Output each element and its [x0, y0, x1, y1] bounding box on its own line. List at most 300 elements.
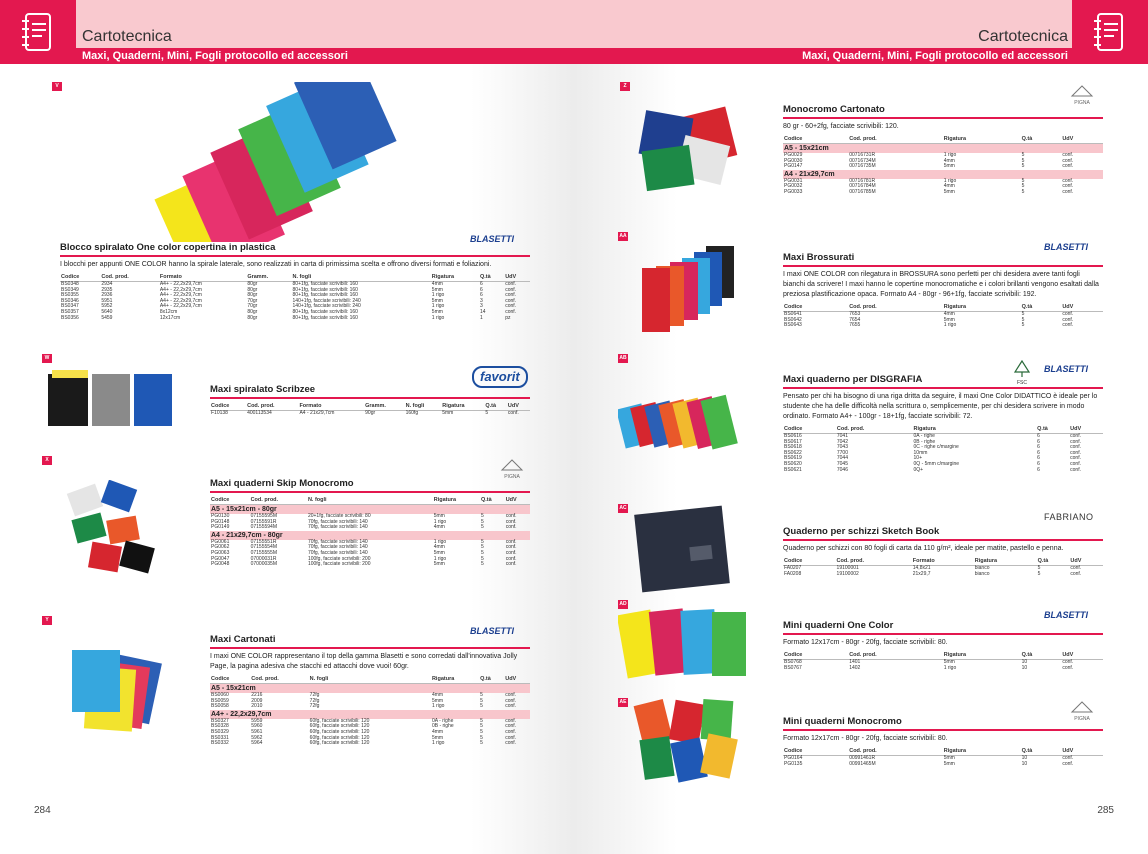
- table-cell: BS0641: [784, 311, 802, 317]
- product-mini-mono: [783, 716, 1103, 767]
- column-header: Q.tà: [479, 273, 504, 282]
- product-badge: Y: [42, 616, 52, 625]
- table-cell: conf.: [505, 308, 517, 315]
- table-cell: PG0135: [784, 760, 803, 767]
- column-header: UdV: [1061, 747, 1103, 756]
- table-cell: 5mm: [442, 410, 454, 416]
- table-cell: 72fg: [309, 703, 320, 710]
- column-header: Rigatura: [943, 651, 1021, 660]
- table-cell: 1 rigo: [431, 303, 445, 310]
- table-cell: BS0348: [61, 281, 79, 287]
- table-cell: conf.: [505, 740, 517, 747]
- table-cell: 07155594M: [250, 524, 277, 531]
- table-cell: 1 rigo: [431, 292, 445, 299]
- table-cell: conf.: [505, 513, 517, 519]
- table-cell: 5961: [251, 728, 263, 735]
- table-cell: 70fg, facciate scrivibili: 140: [307, 538, 368, 545]
- table-cell: 5: [480, 513, 484, 519]
- table-cell: 80gr: [247, 308, 258, 315]
- column-header: Q.tà: [1037, 557, 1070, 566]
- product-brossurati: [783, 252, 1103, 329]
- table-cell: 3: [480, 297, 483, 304]
- column-header: UdV: [1061, 651, 1103, 660]
- table-cell: 70gr: [247, 303, 258, 310]
- table-cell: 5: [480, 728, 483, 735]
- table-cell: conf.: [1062, 177, 1074, 184]
- column-header: Cod. prod.: [848, 747, 943, 756]
- table-row: [210, 562, 530, 568]
- table-cell: 5mm: [431, 286, 443, 293]
- column-header: Codice: [783, 557, 836, 566]
- table-cell: 21x29,7: [912, 570, 931, 577]
- product-title: Quaderno per schizzi Sketch Book: [783, 526, 1103, 541]
- table-cell: 5: [480, 518, 484, 525]
- table-cell: PG0164: [784, 755, 803, 761]
- product-description: Formato 12x17cm - 80gr - 20fg, facciate scrivibili: 80.: [783, 735, 948, 742]
- table-cell: 1 rigo: [433, 555, 447, 562]
- table-cell: BS0346: [61, 297, 79, 304]
- table-cell: 80+1fg, facciate scrivibili: 160: [292, 314, 358, 321]
- product-table: [783, 425, 1103, 473]
- header-title: Cartotecnica: [978, 28, 1068, 45]
- column-header: UdV: [1061, 303, 1103, 312]
- table-cell: 5: [485, 410, 489, 416]
- table-cell: conf.: [505, 544, 517, 551]
- brossurati-image: [632, 244, 742, 336]
- table-cell: 4mm: [431, 728, 444, 735]
- table-cell: 5964: [251, 740, 263, 747]
- table-cell: 5: [480, 544, 484, 551]
- table-cell: BS0767: [784, 664, 802, 671]
- table-cell: 07155591R: [250, 518, 277, 525]
- table-cell: conf.: [1062, 316, 1074, 323]
- table-cell: 6: [1037, 449, 1040, 456]
- notebook-icon: [1092, 12, 1128, 52]
- table-cell: 12x17cm: [159, 314, 181, 321]
- product-title: Blocco spiralato One color copertina in plastica: [60, 242, 530, 257]
- table-cell: 5: [1021, 322, 1025, 329]
- table-cell: 8x12cm: [159, 308, 178, 315]
- table-cell: 72fg: [309, 692, 320, 698]
- table-cell: 07155554M: [250, 544, 277, 551]
- table-cell: conf.: [1070, 570, 1082, 577]
- table-cell: FA0207: [784, 565, 802, 571]
- table-cell: A4 - 21x29,7cm: [299, 410, 335, 416]
- table-cell: 7044: [836, 455, 848, 462]
- table-cell: 6: [480, 281, 483, 287]
- column-header: Cod. prod.: [836, 425, 913, 434]
- table-cell: 5960: [251, 723, 263, 730]
- table-cell: BS0618: [784, 444, 802, 451]
- table-cell: 1401: [849, 659, 861, 665]
- table-cell: BS0331: [211, 734, 229, 741]
- table-cell: 7700: [836, 449, 848, 456]
- table-cell: conf.: [505, 717, 517, 724]
- table-cell: 6: [1037, 438, 1040, 445]
- product-badge: AA: [619, 233, 627, 239]
- column-header: Rigatura: [943, 747, 1021, 756]
- product-description: I maxi ONE COLOR rappresentano il top della gamma Blasetti e sono corredati dall'innovativa Jolly Page, la pagina adesiva che stacchi ed attacchi dove vuoi! 60gr.: [210, 653, 518, 670]
- column-header: Codice: [783, 303, 848, 312]
- table-cell: 4mm: [943, 311, 955, 317]
- table-cell: 80+1fg, facciate scrivibili: 160: [292, 292, 358, 299]
- table-cell: bianco: [974, 565, 990, 571]
- table-cell: BS0356: [61, 314, 79, 321]
- table-cell: 1402: [849, 664, 861, 671]
- blasetti-logo: BLASETTI: [470, 234, 514, 244]
- table-cell: 6: [480, 292, 483, 299]
- column-header: Cod. prod.: [836, 557, 912, 566]
- table-cell: 5mm: [433, 561, 445, 568]
- right-page: [574, 0, 1148, 854]
- table-cell: 140+1fg, facciate scrivibili: 240: [292, 303, 361, 310]
- table-cell: 00716731R: [849, 152, 876, 158]
- table-cell: 1 rigo: [433, 518, 447, 525]
- table-cell: 4mm: [943, 183, 955, 190]
- table-cell: 1 rigo: [943, 322, 957, 329]
- product-description: Pensato per chi ha bisogno di una riga dritta da seguire, il maxi One Color DIDATTICO è ideale per lo studente che ha delle difficoltà nella scrittura o, semplicemente, per chi desidera scrivere in modo ordinato. Formato A4+ - 100gr - 18+1fg, facciate scrivibili: 72.: [783, 393, 1098, 420]
- table-cell: 2935: [101, 286, 113, 293]
- table-cell: 80gr: [247, 286, 258, 293]
- table-cell: BS0622: [784, 449, 802, 456]
- section-row: [783, 144, 1103, 154]
- table-cell: 5959: [251, 717, 263, 724]
- product-description: I maxi ONE COLOR con rilegatura in BROSSURA sono perfetti per chi desidera avere tanti fogli bianchi da scrivere! I maxi hanno le copertine monocromatiche e i colori brillanti vengono esaltati dalla preziosa plastificazione opaca. Formato A4 - 80gr - 96+1fg, facciate scrivibili: 192.: [783, 271, 1099, 298]
- table-cell: 5: [1021, 163, 1025, 170]
- table-cell: 4mm: [431, 692, 444, 698]
- table-header-row: [783, 425, 1103, 434]
- table-cell: FA0208: [784, 570, 802, 577]
- column-header: Rigatura: [913, 425, 1037, 434]
- column-header: N. fogli: [405, 402, 442, 411]
- table-cell: 10: [1021, 659, 1028, 665]
- column-header: Codice: [783, 747, 848, 756]
- blasetti-logo: BLASETTI: [470, 626, 514, 636]
- column-header: Rigatura: [431, 675, 479, 684]
- table-cell: conf.: [505, 297, 517, 304]
- table-cell: PG0063: [211, 549, 230, 556]
- table-cell: conf.: [505, 538, 517, 545]
- table-cell: 5mm: [943, 316, 955, 323]
- table-cell: PG0148: [211, 518, 230, 525]
- table-cell: 5: [1021, 152, 1025, 158]
- column-header: Rigatura: [441, 402, 484, 411]
- table-cell: A4+ - 22,2x29,7cm: [159, 303, 202, 310]
- header-subtitle: Maxi, Quaderni, Mini, Fogli protocollo ed accessori: [82, 50, 348, 62]
- column-header: UdV: [1069, 557, 1103, 566]
- table-cell: PG0061: [211, 538, 230, 545]
- table-cell: conf.: [505, 692, 517, 698]
- product-badge: W: [42, 354, 52, 363]
- product-title: Maxi Cartonati: [210, 634, 530, 649]
- table-cell: 5: [480, 723, 483, 730]
- table-cell: 00716785M: [849, 188, 876, 195]
- table-cell: 5: [480, 703, 483, 710]
- table-cell: conf.: [507, 410, 519, 416]
- table-cell: BS0329: [211, 728, 229, 735]
- column-header: Rigatura: [943, 135, 1021, 144]
- column-header: Cod. prod.: [246, 402, 298, 411]
- disgrafia-image: [618, 378, 748, 474]
- page-number: 284: [34, 805, 51, 816]
- table-cell: conf.: [1062, 183, 1074, 190]
- table-cell: 5: [1021, 188, 1025, 195]
- table-cell: 100fg, facciate scrivibili: 200: [307, 561, 371, 568]
- column-header: Codice: [783, 425, 836, 434]
- table-cell: 10: [1021, 760, 1028, 767]
- column-header: Cod. prod.: [250, 675, 308, 684]
- table-cell: 00716781R: [849, 177, 876, 184]
- table-cell: 5640: [101, 308, 113, 315]
- product-title: Monocromo Cartonato: [783, 104, 1103, 119]
- blasetti-logo: BLASETTI: [1044, 364, 1088, 374]
- table-row: [783, 762, 1103, 768]
- table-cell: BS0620: [784, 460, 802, 467]
- table-cell: BS0357: [61, 308, 79, 315]
- table-cell: 5mm: [431, 697, 444, 704]
- table-cell: 60fg, facciate scrivibili: 120: [309, 728, 370, 735]
- page-number: 285: [1097, 805, 1114, 816]
- table-cell: 10mm: [913, 449, 928, 456]
- product-table: [783, 303, 1103, 329]
- product-monocromo: [783, 104, 1103, 196]
- column-header: Rigatura: [431, 273, 479, 282]
- table-cell: conf.: [505, 518, 517, 525]
- table-cell: PG0147: [784, 163, 803, 170]
- pigna-logo: PIGNA: [1070, 84, 1094, 106]
- pigna-logo-icon: [1070, 700, 1094, 714]
- table-cell: conf.: [1062, 755, 1074, 761]
- table-cell: 5mm: [943, 188, 955, 195]
- table-cell: conf.: [1062, 157, 1074, 164]
- table-row: [783, 666, 1103, 672]
- column-header: N. fogli: [292, 273, 431, 282]
- table-cell: conf.: [505, 734, 517, 741]
- table-cell: conf.: [505, 303, 517, 310]
- column-header: Rigatura: [943, 303, 1021, 312]
- table-cell: 5: [1037, 570, 1041, 577]
- scribzee-image: [46, 368, 176, 428]
- column-header: Q.tà: [484, 402, 507, 411]
- table-cell: conf.: [1062, 760, 1074, 767]
- table-cell: BS0642: [784, 316, 802, 323]
- table-header-row: [783, 303, 1103, 312]
- table-cell: 00716735M: [849, 163, 876, 170]
- column-header: UdV: [505, 496, 530, 505]
- table-cell: 5mm: [431, 308, 443, 315]
- product-badge: AD: [619, 601, 627, 607]
- table-cell: 5: [480, 555, 484, 562]
- table-cell: 60fg, facciate scrivibili: 120: [309, 734, 370, 741]
- product-badge: AE: [619, 699, 627, 705]
- table-cell: 2934: [101, 281, 113, 287]
- table-cell: conf.: [505, 555, 517, 562]
- column-header: Codice: [210, 402, 246, 411]
- table-cell: 5: [1021, 183, 1025, 190]
- table-cell: 5: [480, 549, 484, 556]
- table-cell: 00991465M: [849, 760, 876, 767]
- table-cell: 5mm: [943, 163, 955, 170]
- table-cell: BS0616: [784, 433, 802, 439]
- table-cell: 7043: [836, 444, 848, 451]
- table-cell: pz: [505, 314, 511, 321]
- table-cell: 5951: [101, 297, 113, 304]
- table-cell: conf.: [1062, 311, 1074, 317]
- table-cell: BS0327: [211, 717, 229, 724]
- column-header: UdV: [1069, 425, 1103, 434]
- table-cell: bianco: [974, 570, 990, 577]
- table-cell: 5mm: [433, 549, 445, 556]
- table-cell: conf.: [1062, 188, 1074, 195]
- table-cell: 5: [480, 697, 483, 704]
- table-cell: 5: [1037, 565, 1041, 571]
- table-cell: 60fg, facciate scrivibili: 120: [309, 740, 370, 747]
- table-cell: 5: [480, 692, 483, 698]
- pigna-logo-icon: [1070, 84, 1094, 98]
- table-cell: PG0149: [211, 524, 230, 531]
- fsc-logo: FSC: [1012, 360, 1032, 386]
- table-cell: PG0029: [784, 152, 803, 158]
- section-label: A4+ - 22,2x29,7cm: [210, 710, 530, 719]
- table-cell: 5: [1021, 316, 1025, 323]
- table-row: [210, 741, 530, 747]
- table-cell: 5962: [251, 734, 263, 741]
- table-cell: 6: [1037, 433, 1040, 439]
- table-cell: 60fg, facciate scrivibili: 120: [309, 723, 370, 730]
- table-cell: conf.: [505, 549, 517, 556]
- column-header: Codice: [60, 273, 100, 282]
- pigna-logo: PIGNA: [1070, 700, 1094, 722]
- sketchbook-image: [628, 504, 738, 596]
- table-cell: 4mm: [943, 157, 955, 164]
- table-cell: 10: [1021, 755, 1028, 761]
- table-cell: PG0047: [211, 555, 230, 562]
- table-cell: conf.: [505, 561, 517, 568]
- table-cell: conf.: [505, 728, 517, 735]
- skip-notebooks-image: [64, 480, 164, 575]
- product-table: [783, 135, 1103, 196]
- product-title: Maxi spiralato Scribzee: [210, 384, 530, 399]
- table-cell: conf.: [505, 697, 517, 704]
- table-cell: 160fg: [405, 410, 419, 416]
- table-cell: 70fg, facciate scrivibili: 140: [307, 549, 368, 556]
- product-description: Formato 12x17cm - 80gr - 20fg, facciate scrivibili: 80.: [783, 639, 948, 646]
- table-cell: 19100002: [836, 570, 859, 577]
- table-cell: 5: [1021, 311, 1025, 317]
- table-cell: 2009: [251, 697, 263, 704]
- table-cell: 6: [1037, 455, 1040, 462]
- table-cell: 5952: [101, 303, 113, 310]
- table-cell: conf.: [1062, 152, 1074, 158]
- table-cell: 6: [480, 286, 483, 293]
- table-cell: 1: [480, 314, 483, 321]
- table-cell: 5: [1021, 177, 1025, 184]
- section-label: A4 - 21x29,7cm: [783, 170, 1103, 179]
- column-header: Codice: [783, 651, 848, 660]
- table-cell: PG0030: [784, 157, 803, 164]
- column-header: Formato: [912, 557, 974, 566]
- table-cell: PG0031: [784, 177, 803, 184]
- table-row: [60, 316, 530, 322]
- table-cell: 00716784M: [849, 183, 876, 190]
- header-title: Cartotecnica: [82, 28, 172, 45]
- table-cell: 60fg, facciate scrivibili: 120: [309, 717, 370, 724]
- table-cell: 5mm: [943, 760, 955, 767]
- table-cell: A4+ - 22,2x29,7cm: [159, 297, 202, 304]
- product-table: [60, 273, 530, 321]
- column-header: Q.tà: [1021, 135, 1062, 144]
- table-cell: 7042: [836, 438, 848, 445]
- table-cell: 0B - righe: [913, 438, 936, 445]
- table-cell: PG0062: [211, 544, 230, 551]
- column-header: Formato: [298, 402, 364, 411]
- table-cell: 5: [480, 561, 484, 568]
- product-table: [783, 557, 1103, 577]
- notebook-icon-box: [1072, 0, 1148, 64]
- table-cell: conf.: [505, 703, 517, 710]
- table-cell: conf.: [1070, 438, 1081, 445]
- table-cell: PG0032: [784, 183, 803, 190]
- table-cell: conf.: [1070, 444, 1081, 451]
- table-cell: 07155551R: [250, 538, 277, 545]
- table-cell: F10138: [211, 410, 228, 416]
- table-cell: 5: [480, 717, 483, 724]
- table-cell: 80+1fg, facciate scrivibili: 160: [292, 281, 358, 287]
- table-cell: 00716734M: [849, 157, 876, 164]
- table-cell: 0A - righe: [431, 717, 454, 724]
- table-cell: 70fg, facciate scrivibili: 140: [307, 518, 368, 525]
- table-cell: 07155595M: [250, 513, 277, 519]
- table-cell: 7654: [849, 316, 861, 323]
- table-cell: PG0130: [211, 513, 230, 519]
- table-cell: 90gr: [365, 410, 376, 416]
- product-description: Quaderno per schizzi con 80 fogli di carta da 110 g/m², ideale per matite, pastello e penna.: [783, 545, 1064, 552]
- table-cell: 70fg, facciate scrivibili: 140: [307, 524, 368, 531]
- favorit-logo: favorit: [472, 366, 528, 388]
- table-header-row: [783, 747, 1103, 756]
- product-title: Maxi quaderno per DISGRAFIA: [783, 374, 1103, 389]
- table-cell: 1 rigo: [943, 664, 957, 671]
- table-cell: 7655: [849, 322, 861, 329]
- product-badge: AB: [619, 355, 627, 361]
- table-cell: 00991461R: [849, 755, 876, 761]
- table-cell: conf.: [1070, 455, 1081, 462]
- column-header: Codice: [783, 135, 848, 144]
- table-cell: 4mm: [433, 524, 445, 531]
- table-cell: 2936: [101, 292, 113, 299]
- table-cell: BS0643: [784, 322, 802, 329]
- table-cell: 1 rigo: [943, 177, 957, 184]
- table-cell: 5mm: [943, 659, 955, 665]
- product-badge: Z: [620, 82, 630, 91]
- product-table: [783, 747, 1103, 767]
- column-header: UdV: [1061, 135, 1103, 144]
- table-cell: 0Q - 5mm c/margine: [913, 460, 960, 467]
- table-cell: conf.: [1062, 659, 1074, 665]
- table-cell: 20+1fg, facciate scrivibili: 80: [307, 513, 371, 519]
- table-header-row: [210, 675, 530, 684]
- table-cell: A4+ - 22,2x29,7cm: [159, 286, 202, 293]
- table-cell: A4+ - 22,2x29,7cm: [159, 292, 202, 299]
- table-cell: 3: [480, 303, 483, 310]
- column-header: N. fogli: [309, 675, 431, 684]
- table-cell: 4mm: [431, 281, 443, 287]
- product-title: Maxi quaderni Skip Monocromo: [210, 478, 530, 493]
- blasetti-logo: BLASETTI: [1044, 610, 1088, 620]
- product-blocco: [60, 242, 530, 321]
- table-cell: 80+1fg, facciate scrivibili: 160: [292, 308, 358, 315]
- table-cell: 5: [480, 524, 484, 531]
